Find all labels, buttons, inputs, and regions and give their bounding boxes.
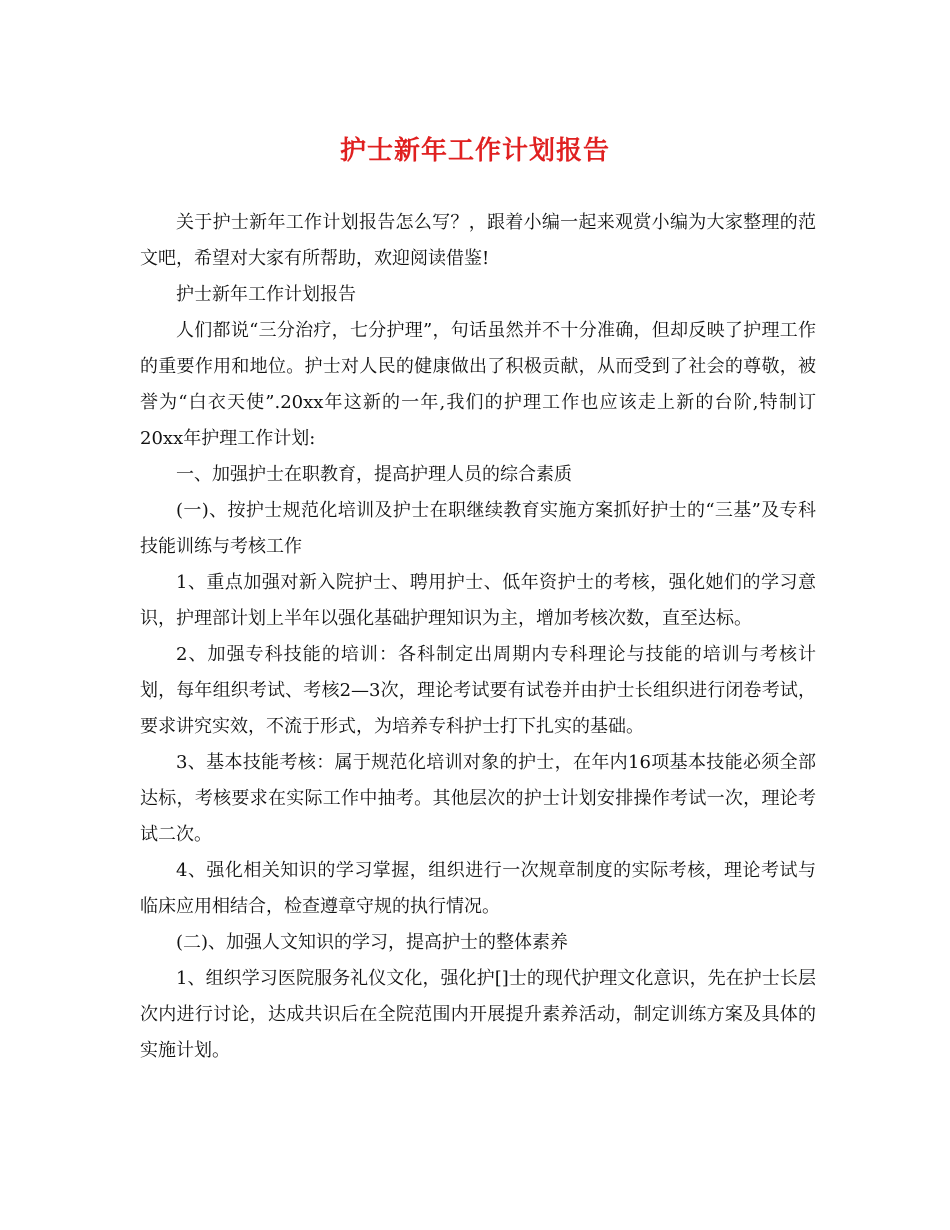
subsection-heading-1: (一)、按护士规范化培训及护士在职继续教育实施方案抓好护士的“三基”及专科技能训练与考核工作 bbox=[140, 500, 816, 557]
subsection-heading-2: (二)、加强人文知识的学习，提高护士的整体素养 bbox=[176, 932, 569, 953]
list-item-4: 4、强化相关知识的学习掌握，组织进行一次规章制度的实际考核，理论考试与临床应用相结合，检查遵章守规的执行情况。 bbox=[140, 860, 816, 917]
section-heading-1: 一、加强护士在职教育，提高护理人员的综合素质 bbox=[176, 464, 572, 485]
document-body bbox=[140, 205, 816, 1069]
list-item-2: 2、加强专科技能的培训：各科制定出周期内专科理论与技能的培训与考核计划，每年组织考试、考核2—3次，理论考试要有试卷并由护士长组织进行闭卷考试，要求讲究实效，不流于形式，为培养专科护士打下扎实的基础。 bbox=[140, 644, 816, 737]
list-item-1: 1、重点加强对新入院护士、聘用护士、低年资护士的考核，强化她们的学习意识，护理部计划上半年以强化基础护理知识为主，增加考核次数，直至达标。 bbox=[140, 572, 816, 629]
paragraph-subtitle: 护士新年工作计划报告 bbox=[176, 284, 356, 305]
paragraph-intro: 关于护士新年工作计划报告怎么写？，跟着小编一起来观赏小编为大家整理的范文吧，希望对大家有所帮助，欢迎阅读借鉴! bbox=[140, 212, 816, 269]
paragraph-preface: 人们都说“三分治疗，七分护理”，句话虽然并不十分准确，但却反映了护理工作的重要作用和地位。护士对人民的健康做出了积极贡献，从而受到了社会的尊敬，被誉为“白衣天使”.20xx年这新的一年,我们的护理工作也应该走上新的台阶,特制订20xx年护理工作计划: bbox=[140, 320, 816, 449]
document-title: 护士新年工作计划报告 bbox=[339, 136, 610, 166]
list-item-5: 1、组织学习医院服务礼仪文化，强化护[]士的现代护理文化意识，先在护士长层次内进行讨论，达成共识后在全院范围内开展提升素养活动，制定训练方案及具体的实施计划。 bbox=[140, 968, 816, 1061]
list-item-3: 3、基本技能考核：属于规范化培训对象的护士，在年内16项基本技能必须全部达标，考核要求在实际工作中抽考。其他层次的护士计划安排操作考试一次，理论考试二次。 bbox=[140, 752, 816, 845]
